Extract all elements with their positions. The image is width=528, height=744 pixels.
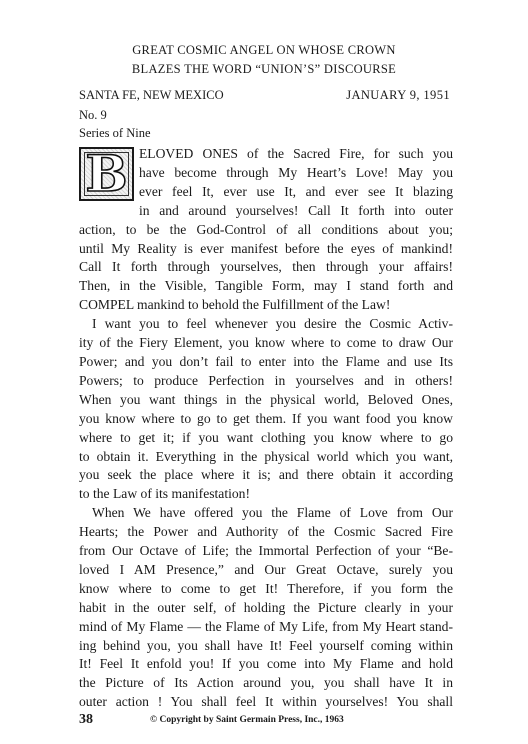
text-line: until My Reality is ever manifest before the eyes of mankind! xyxy=(79,240,453,256)
discourse-body xyxy=(79,145,453,712)
text-line: loved I AM Presence,” and Our Great Octave, surely you xyxy=(79,561,453,577)
text-line: from Our Octave of Life; the Immortal Perfection of your “Be- xyxy=(79,543,453,559)
text-line: Powers; to produce Perfection in yourselves and in others! xyxy=(79,372,453,388)
text-line: Then, in the Visible, Tangible Form, may I stand forth and xyxy=(79,278,453,294)
place-label: SANTA FE, NEW MEXICO xyxy=(79,88,224,102)
title-line-2: BLAZES THE WORD “UNION’S” DISCOURSE xyxy=(131,62,397,76)
text-line: ELOVED ONES of the Sacred Fire, for such you xyxy=(139,146,453,161)
discourse-number: No. 9 xyxy=(79,108,107,122)
text-line: ever feel It, ever use It, and ever see It blazing xyxy=(139,183,453,199)
text-line: Power; and you don’t fail to enter into the Flame and use Its xyxy=(79,353,453,369)
text-line: in and around yourselves! Call It forth into outer xyxy=(139,202,453,218)
page-number: 38 xyxy=(79,712,93,727)
text-line: COMPEL mankind to behold the Fulfillment of the Law! xyxy=(79,297,391,313)
discourse-title xyxy=(0,41,528,79)
text-line: ing behind you, you shall have It! Feel yourself coming within xyxy=(79,637,453,653)
text-line: where to get it; if you want clothing you know where to go xyxy=(79,429,453,445)
text-line: Hearts; the Power and Authority of the Cosmic Sacred Fire xyxy=(79,524,453,540)
text-line: know where to come to get It! Therefore, if you form the xyxy=(79,580,453,596)
text-line: ity of the Fiery Element, you know where to come to draw Our xyxy=(79,335,453,351)
text-line: It! Feel It enfold you! If you come into My Flame and hold xyxy=(79,656,453,672)
copyright-notice: © Copyright by Saint Germain Press, Inc., 1963 xyxy=(150,715,344,725)
text-line: When We have offered you the Flame of Love from Our xyxy=(92,505,453,521)
title-line-1: GREAT COSMIC ANGEL ON WHOSE CROWN xyxy=(132,43,396,57)
text-line: outer action ! You shall feel It within yourselves! You shall xyxy=(79,694,453,710)
text-line: you know where to go to get them. If you want food you know xyxy=(79,410,453,426)
drop-cap-letter: B xyxy=(85,144,128,203)
text-line: you seek the place where it is; and there obtain it according xyxy=(79,467,453,483)
text-line: When you want things in the physical world, Beloved Ones, xyxy=(79,391,453,407)
date-label: JANUARY 9, 1951 xyxy=(346,88,450,102)
text-line: the Picture of Its Action around you, you shall have It in xyxy=(79,675,453,691)
text-line: Call It forth through yourselves, then through your affairs! xyxy=(79,259,453,275)
text-line: I want you to feel whenever you desire the Cosmic Activ- xyxy=(92,316,453,332)
text-line: habit in the outer self, of holding the Picture clearly in your xyxy=(79,599,453,615)
text-line: to the Law of its manifestation! xyxy=(79,486,251,502)
text-line: action, to be the God-Control of all conditions about you; xyxy=(79,221,453,237)
series-label: Series of Nine xyxy=(79,126,151,140)
text-line: have become through My Heart’s Love! May you xyxy=(139,164,453,180)
text-line: to obtain it. Everything in the physical world which you want, xyxy=(79,448,453,464)
text-line: mind of My Flame — the Flame of My Life, from My Heart stand- xyxy=(79,618,453,634)
